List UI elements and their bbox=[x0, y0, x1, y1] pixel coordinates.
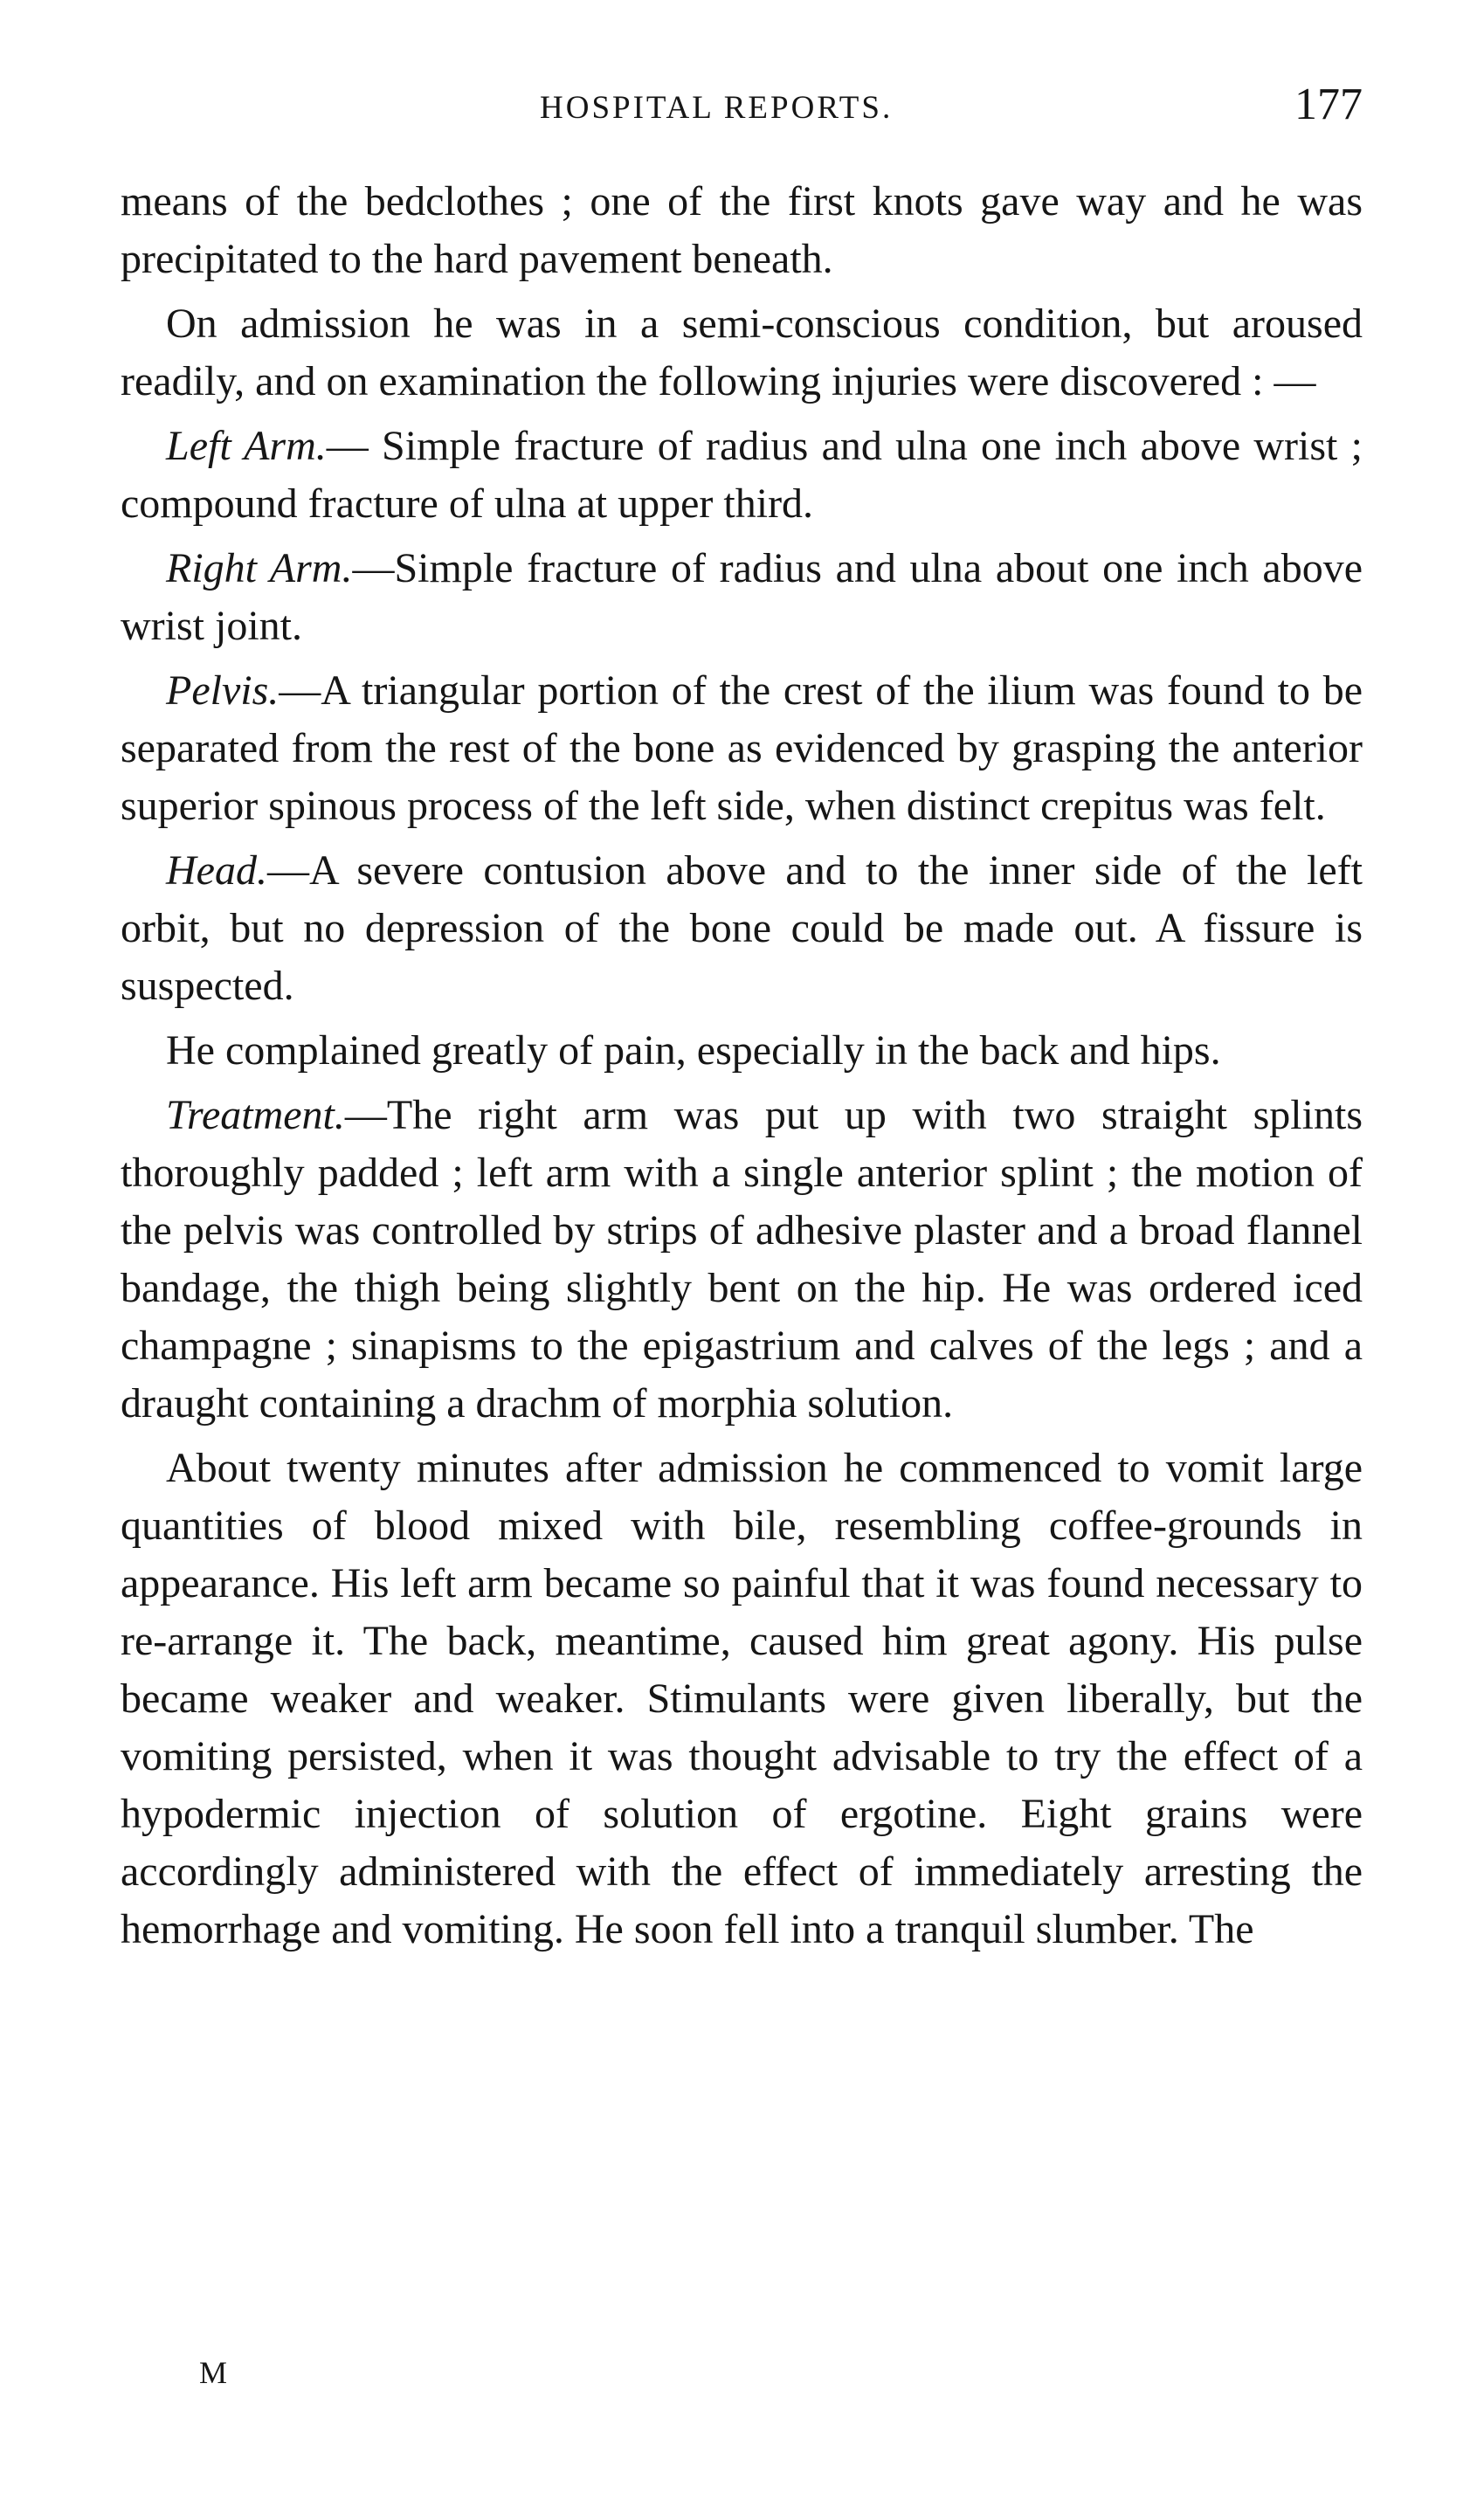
signature-mark: M bbox=[199, 2355, 230, 2390]
paragraph-text: — Simple fracture of radius and ulna one inch above wrist ; compound fracture of ulna at upper third. bbox=[121, 423, 1363, 527]
paragraph-lead: Treatment. bbox=[166, 1092, 345, 1138]
paragraph-text: —Simple fracture of radius and ulna about one inch above wrist joint. bbox=[121, 545, 1363, 649]
paragraph-progress bbox=[121, 1440, 1363, 1959]
paragraph-lead: Pelvis. bbox=[166, 667, 280, 714]
paragraph-text: He complained greatly of pain, especially in the back and hips. bbox=[166, 1027, 1221, 1074]
paragraph-left-arm bbox=[121, 418, 1363, 533]
paragraph-pelvis bbox=[121, 662, 1363, 835]
running-head: HOSPITAL REPORTS. bbox=[540, 90, 894, 126]
page-header bbox=[121, 70, 1363, 149]
paragraph-text: About twenty minutes after admission he commenced to vomit large quantities of blood mixed with bile, resembling coffee-grounds in appearance. His left arm became so painful that it was found necessary to re-arrange it. The back, meantime, caused him great agony. His pulse became weaker and weaker. Stimulants were given liberally, but the vomiting persisted, when it was thought advisable to try the effect of a hypodermic injection of solution of ergotine. Eight grains were accordingly administered with the effect of immediately arresting the hemorrhage and vomiting. He soon fell into a tranquil slumber. The bbox=[121, 1445, 1363, 1952]
paragraph-right-arm bbox=[121, 540, 1363, 655]
paragraph-treatment bbox=[121, 1087, 1363, 1433]
paragraph-2 bbox=[121, 295, 1363, 411]
book-page bbox=[121, 70, 1363, 1965]
paragraph-complaint bbox=[121, 1022, 1363, 1080]
paragraph-text: means of the bedclothes ; one of the first knots gave way and he was precipitated to the hard pavement beneath. bbox=[121, 178, 1363, 282]
paragraph-text: —A triangular portion of the crest of the ilium was found to be separated from the rest of the bone as evidenced by grasping the anterior superior spinous process of the left side, when distinct crepitus was felt. bbox=[121, 667, 1363, 829]
paragraph-head bbox=[121, 842, 1363, 1015]
body-text bbox=[121, 173, 1363, 1959]
paragraph-lead: Left Arm. bbox=[166, 423, 327, 469]
page-number: 177 bbox=[1294, 79, 1363, 129]
paragraph-text: —The right arm was put up with two straight splints thoroughly padded ; left arm with a single anterior splint ; the motion of the pelvis was controlled by strips of adhesive plaster and a broad flannel bandage, the thigh being slightly bent on the hip. He was ordered iced champagne ; sinapisms to the epigastrium and calves of the legs ; and a draught containing a drachm of morphia solution. bbox=[121, 1092, 1363, 1427]
paragraph-lead: Right Arm. bbox=[166, 545, 353, 591]
paragraph-1 bbox=[121, 173, 1363, 288]
paragraph-text: —A severe contusion above and to the inner side of the left orbit, but no depression of the bone could be made out. A fissure is suspected. bbox=[121, 847, 1363, 1009]
paragraph-lead: Head. bbox=[166, 847, 267, 894]
paragraph-text: On admission he was in a semi-conscious condition, but aroused readily, and on examination the following injuries were discovered : — bbox=[121, 301, 1363, 404]
